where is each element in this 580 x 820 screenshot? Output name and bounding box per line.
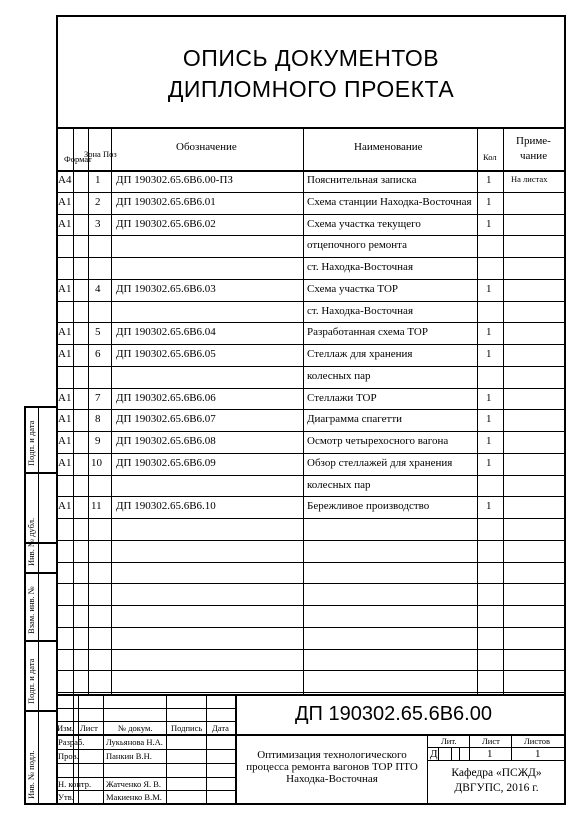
row-format: А4 [58, 174, 72, 186]
row-name: ст. Находка-Восточная [307, 261, 414, 273]
stamp-person: Панкин В.Н. [106, 751, 152, 761]
stamp-sheet-label: Лист [482, 736, 500, 746]
row-designation: ДП 190302.65.6В6.08 [116, 435, 216, 447]
row-designation: ДП 190302.65.6В6.01 [116, 195, 216, 208]
header-bottom-line [56, 170, 566, 172]
table-row-line [56, 583, 566, 584]
stamp-org: Кафедра «ПСЖД» [451, 767, 542, 779]
side-label: Взам. инв. № [26, 586, 36, 634]
stamp-doc-code: ДП 190302.65.6В6.00 [295, 703, 492, 725]
side-label: Инв. № дубл. [26, 517, 36, 566]
table-row-line [56, 649, 566, 650]
table-column-line [503, 127, 504, 694]
header-zone: Зона [84, 149, 101, 159]
stamp-row-line [56, 694, 235, 695]
stamp-row-line [56, 749, 235, 750]
table-row-line [56, 562, 566, 563]
row-note: На листах [511, 174, 548, 184]
table-column-line [477, 127, 478, 694]
stamp-row-line [56, 721, 235, 722]
table-row-line [56, 496, 566, 497]
stamp-person: Лукьянова Н.А. [106, 737, 163, 747]
row-format: А1 [58, 413, 72, 426]
row-designation: ДП 190302.65.6В6.10 [116, 500, 216, 513]
row-name: Стеллажи ТОР [307, 391, 377, 404]
row-format: А1 [58, 456, 72, 469]
table-row-line [56, 540, 566, 541]
row-designation: ДП 190302.65.6В6.03 [116, 282, 216, 295]
row-designation: ДП 190302.65.6В6.02 [116, 217, 216, 230]
stamp-row-line [56, 777, 235, 778]
table-row-line [56, 322, 566, 323]
side-cell-line [24, 640, 58, 642]
table-row-line [56, 627, 566, 628]
stamp-grid-col [166, 694, 167, 804]
stamp-row-line [56, 790, 235, 791]
stamp-org: ДВГУПС, 2016 г. [454, 782, 539, 794]
row-designation: ДП 190302.65.6В6.04 [116, 326, 216, 339]
row-qty: 1 [486, 456, 492, 469]
header-name: Наименование [354, 141, 423, 153]
table-row-line [56, 192, 566, 193]
stamp-doc-title: Находка-Восточная [286, 773, 378, 785]
table-row-line [56, 605, 566, 606]
stamp-role: Разраб. [58, 737, 85, 747]
row-qty: 1 [486, 348, 492, 360]
stamp-lit-row2 [427, 760, 565, 761]
table-column-line [88, 127, 89, 694]
stamp-doc-title: процесса ремонта вагонов ТОР ПТО [246, 761, 418, 773]
row-name: Обзор стеллажей для хранения [307, 456, 453, 469]
row-pos: 11 [91, 500, 102, 513]
row-format: А1 [58, 217, 72, 230]
table-row-line [56, 257, 566, 258]
table-row-line [56, 388, 566, 389]
table-row-line [56, 235, 566, 236]
row-format: А1 [58, 195, 72, 208]
row-name: колесных пар [307, 369, 371, 382]
side-cell-line [24, 572, 58, 574]
table-column-line [111, 127, 112, 694]
row-format: А1 [58, 435, 72, 447]
row-format: А1 [58, 326, 72, 339]
header-designation: Обозначение [176, 141, 237, 153]
row-qty: 1 [486, 217, 492, 230]
page-title-line1: ОПИСЬ ДОКУМЕНТОВ [182, 45, 440, 71]
stamp-grid-col [103, 694, 104, 804]
header-note-1: Приме- [516, 135, 551, 147]
row-pos: 8 [95, 413, 101, 426]
row-name: Диаграмма спагетти [307, 413, 403, 426]
row-name: колесных пар [307, 478, 371, 491]
row-name: Осмотр четырехосного вагона [307, 435, 449, 447]
header-qty: Кол [483, 152, 497, 162]
stamp-lit-label: Лит. [441, 736, 457, 746]
row-format: А1 [58, 500, 72, 513]
row-name: Схема станции Находка-Восточная [307, 195, 472, 208]
table-row-line [56, 214, 566, 215]
stamp-grid-col [206, 694, 207, 804]
stamp-col-line [235, 694, 237, 804]
table-row-line [56, 431, 566, 432]
stamp-role: Утв. [58, 792, 74, 802]
row-name: Пояснительная записка [307, 174, 417, 186]
table-row-line [56, 279, 566, 280]
side-label: Инв. № подл. [26, 750, 36, 799]
side-cell-line [24, 710, 58, 712]
table-column-line [73, 127, 74, 694]
row-qty: 1 [486, 195, 492, 208]
row-pos: 1 [95, 174, 101, 186]
stamp-person: Жатченко Я. В. [106, 779, 162, 789]
header-note-2: чание [520, 150, 548, 162]
row-name: Стеллаж для хранения [307, 348, 413, 360]
stamp-col-izm: Изм. [57, 723, 74, 733]
side-label: Подп. и дата [26, 420, 36, 466]
row-designation: ДП 190302.65.6В6.06 [116, 391, 216, 404]
stamp-col-date: Дата [212, 723, 229, 733]
row-designation: ДП 190302.65.6В6.00-ПЗ [116, 174, 233, 186]
table-top-line [56, 127, 566, 129]
stamp-lit-sub [438, 747, 439, 760]
row-format: А1 [58, 348, 72, 360]
stamp-col-docnum: № докум. [118, 723, 153, 733]
row-pos: 6 [95, 348, 101, 360]
row-pos: 5 [95, 326, 101, 339]
stamp-sheet-value: 1 [487, 748, 493, 760]
row-pos: 4 [95, 282, 101, 295]
stamp-lit-value: Д [430, 748, 438, 760]
row-designation: ДП 190302.65.6В6.07 [116, 413, 216, 426]
row-qty: 1 [486, 500, 492, 513]
row-name: Бережливое производство [307, 500, 430, 513]
row-qty: 1 [486, 413, 492, 426]
stamp-row-line [56, 708, 235, 709]
table-row-line [56, 475, 566, 476]
stamp-row-line [56, 763, 235, 764]
row-designation: ДП 190302.65.6В6.05 [116, 348, 216, 360]
header-format: Формат [64, 154, 92, 164]
table-row-line [56, 366, 566, 367]
stamp-col-sign: Подпись [171, 723, 203, 733]
table-row-line [56, 692, 566, 693]
table-row-line [56, 518, 566, 519]
stamp-lit-col [511, 734, 512, 760]
frame-top [56, 15, 566, 17]
side-label: Подп. и дата [26, 658, 36, 704]
stamp-sheets-value: 1 [535, 748, 541, 760]
row-qty: 1 [486, 435, 492, 447]
row-pos: 7 [95, 391, 101, 404]
row-name: Схема участка текущего [307, 217, 421, 230]
stamp-person: Макиенко В.М. [106, 792, 162, 802]
header-pos: Поз [103, 149, 117, 159]
table-row-line [56, 409, 566, 410]
stamp-lit-sub [451, 747, 452, 760]
row-name: отцепочного ремонта [307, 239, 407, 252]
stamp-lit-col [469, 734, 470, 760]
row-name: Разработанная схема ТОР [307, 326, 428, 339]
stamp-col-list: Лист [80, 723, 98, 733]
row-designation: ДП 190302.65.6В6.09 [116, 456, 216, 469]
row-pos: 9 [95, 435, 101, 447]
table-row-line [56, 453, 566, 454]
row-name: ст. Находка-Восточная [307, 304, 414, 317]
stamp-doc-title: Оптимизация технологического [257, 749, 407, 761]
side-cell-line [24, 472, 58, 474]
stamp-row-line [56, 803, 235, 804]
row-qty: 1 [486, 326, 492, 339]
row-qty: 1 [486, 282, 492, 295]
stamp-sheets-label: Листов [524, 736, 550, 746]
stamp-role: Н. контр. [58, 779, 92, 789]
stamp-row-line [56, 734, 235, 735]
stamp-lit-row [427, 747, 565, 748]
row-pos: 10 [91, 456, 102, 469]
table-column-line [303, 127, 304, 694]
table-row-line [56, 344, 566, 345]
table-row-line [56, 301, 566, 302]
row-format: А1 [58, 391, 72, 404]
row-pos: 3 [95, 217, 101, 230]
row-pos: 2 [95, 195, 101, 208]
stamp-lit-sub [459, 747, 460, 760]
side-cell-line [24, 406, 58, 408]
stamp-role: Пров. [58, 751, 79, 761]
side-inner-line [38, 406, 39, 805]
table-row-line [56, 670, 566, 671]
page-title-line2: ДИПЛОМНОГО ПРОЕКТА [167, 76, 455, 102]
row-qty: 1 [486, 174, 492, 186]
row-format: А1 [58, 282, 72, 295]
row-qty: 1 [486, 391, 492, 404]
row-name: Схема участка ТОР [307, 282, 399, 295]
